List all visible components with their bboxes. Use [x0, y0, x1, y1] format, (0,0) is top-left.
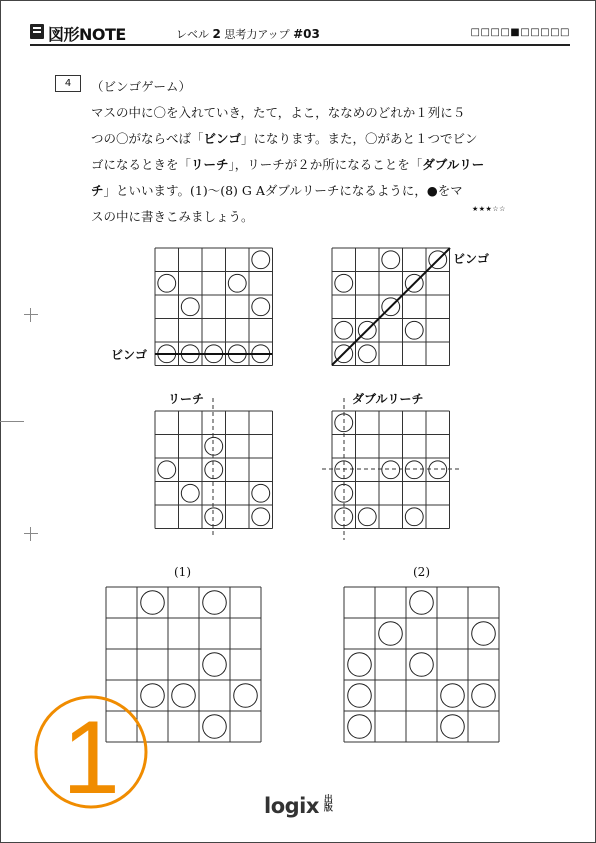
- circle-mark: [358, 345, 376, 363]
- circle-mark: [410, 591, 434, 615]
- publisher-logo: logix 出版: [264, 794, 332, 818]
- brand-title: 図形NOTE: [48, 25, 126, 44]
- circle-mark: [441, 684, 465, 708]
- circle-mark: [358, 508, 376, 526]
- circle-mark: [348, 715, 372, 739]
- circle-mark: [172, 684, 196, 708]
- circle-mark: [335, 321, 353, 339]
- grid-example-reach: [155, 411, 273, 529]
- circle-mark: [405, 321, 423, 339]
- double-reach-label: ダブルリーチ: [352, 392, 424, 406]
- circle-mark: [429, 461, 447, 479]
- grid-problem-2: [344, 587, 499, 742]
- circle-mark: [181, 484, 199, 502]
- problem-1-label: (1): [174, 565, 191, 579]
- circle-mark: [335, 274, 353, 292]
- circle-mark: [252, 251, 270, 269]
- bingo-label-row: ビンゴ: [111, 348, 148, 362]
- circle-mark: [348, 684, 372, 708]
- circle-mark: [252, 484, 270, 502]
- grid-example-bingo-row: [155, 248, 273, 366]
- grid-problem-1: [106, 587, 261, 742]
- circle-mark: [203, 591, 227, 615]
- circle-mark: [203, 715, 227, 739]
- circle-mark: [234, 684, 258, 708]
- page-number-badge: [36, 697, 146, 816]
- circle-mark: [472, 622, 496, 646]
- circle-mark: [382, 251, 400, 269]
- circle-mark: [181, 298, 199, 316]
- circle-mark: [141, 684, 165, 708]
- circle-mark: [379, 622, 403, 646]
- circle-mark: [252, 508, 270, 526]
- bingo-label-diagonal: ビンゴ: [453, 252, 490, 266]
- circle-mark: [382, 461, 400, 479]
- level-label: レベル 2 思考力アップ #03: [176, 27, 320, 41]
- circle-mark: [472, 684, 496, 708]
- progress-boxes: □□□□■□□□□□: [470, 27, 570, 38]
- problem-2-label: (2): [413, 565, 430, 579]
- circle-mark: [441, 715, 465, 739]
- circle-mark: [205, 461, 223, 479]
- circle-mark: [348, 653, 372, 677]
- reach-label: リーチ: [168, 392, 205, 406]
- page-number: 1: [62, 700, 120, 816]
- circle-mark: [405, 508, 423, 526]
- question-text: （ビンゴゲーム） マスの中に〇を入れていき，たて，よこ，ななめのどれか１列に５ つの〇がならべば「ビンゴ」になります。また，〇があと１つでビン ゴになるときを「リーチ」，リーチが２か所になることを「ダブルリー チ」といいます。(1)～(8) G Aダブルリーチになるように，●をマ スの中に書きこみましょう。: [91, 79, 485, 224]
- question-number: 4: [55, 75, 81, 92]
- circle-mark: [405, 461, 423, 479]
- difficulty-stars: ★★★☆☆: [472, 205, 506, 213]
- circle-mark: [228, 274, 246, 292]
- circle-mark: [158, 461, 176, 479]
- circle-mark: [158, 274, 176, 292]
- circle-mark: [203, 653, 227, 677]
- circle-mark: [141, 591, 165, 615]
- grid-example-double-reach: [332, 411, 450, 529]
- circle-mark: [205, 508, 223, 526]
- circle-mark: [205, 437, 223, 455]
- circle-mark: [252, 298, 270, 316]
- circle-mark: [410, 653, 434, 677]
